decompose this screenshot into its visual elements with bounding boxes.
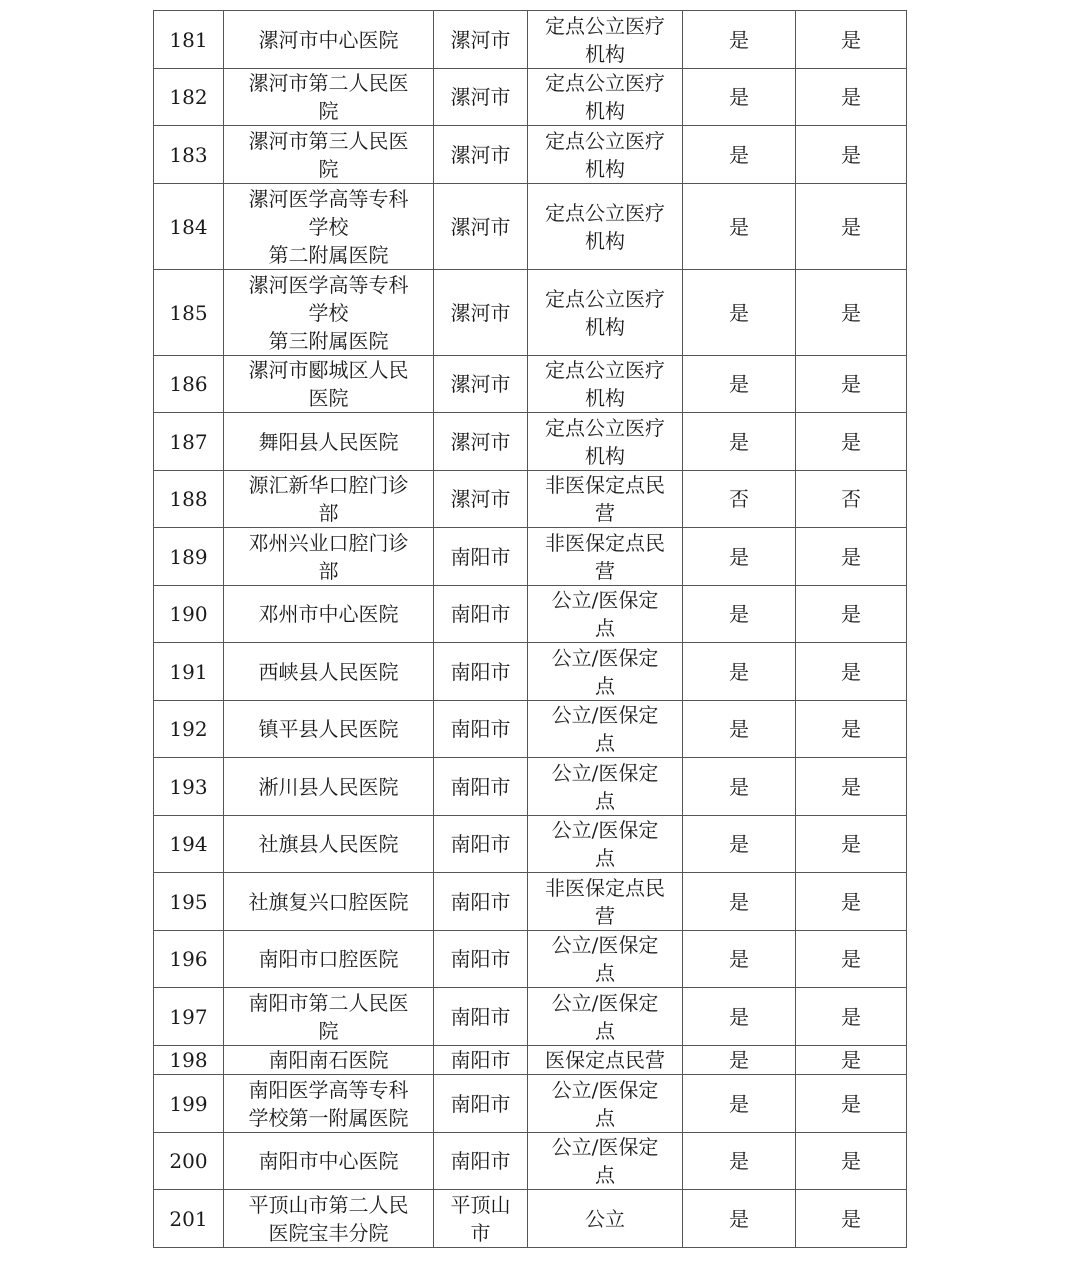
row-number-cell bbox=[154, 126, 224, 184]
institution-type-cell bbox=[528, 758, 683, 816]
hospital-name-cell bbox=[224, 11, 434, 69]
city-cell bbox=[434, 356, 528, 413]
table-row bbox=[154, 184, 907, 270]
city-cell bbox=[434, 69, 528, 126]
row-number: 190 bbox=[169, 602, 208, 626]
city-cell bbox=[434, 413, 528, 471]
status-cell-a-cell bbox=[683, 931, 796, 988]
table-row bbox=[154, 816, 907, 873]
institution-type: 公立/医保定 点 bbox=[551, 645, 659, 698]
status-cell-a: 是 bbox=[729, 1004, 749, 1029]
city: 漯河市 bbox=[450, 142, 511, 167]
city-cell bbox=[434, 1046, 528, 1075]
city: 南阳市 bbox=[450, 889, 511, 914]
city: 漯河市 bbox=[450, 487, 511, 511]
status-cell-a: 是 bbox=[729, 27, 749, 52]
status-cell-b: 是 bbox=[841, 774, 861, 799]
row-number-cell bbox=[154, 471, 224, 528]
city: 漯河市 bbox=[450, 429, 511, 454]
table-row bbox=[154, 758, 907, 816]
city: 南阳市 bbox=[450, 602, 511, 626]
hospital-name: 漯河市郾城区人民 医院 bbox=[248, 358, 409, 410]
row-number: 183 bbox=[169, 142, 208, 167]
city-cell bbox=[434, 586, 528, 643]
status-cell-a-cell bbox=[683, 586, 796, 643]
status-cell-a: 是 bbox=[729, 429, 749, 454]
status-cell-a-cell bbox=[683, 356, 796, 413]
status-cell-b: 是 bbox=[841, 602, 861, 626]
row-number-cell bbox=[154, 701, 224, 758]
institution-type: 定点公立医疗 机构 bbox=[545, 128, 665, 181]
city: 南阳市 bbox=[450, 1091, 511, 1116]
status-cell-b: 是 bbox=[841, 1149, 861, 1173]
institution-type-cell bbox=[528, 873, 683, 931]
institution-type: 定点公立医疗 机构 bbox=[545, 286, 665, 339]
table-row bbox=[154, 413, 907, 471]
row-number: 194 bbox=[169, 832, 208, 856]
status-cell-b: 是 bbox=[841, 214, 861, 239]
row-number: 182 bbox=[169, 85, 208, 109]
row-number: 195 bbox=[169, 889, 208, 914]
hospital-name-cell bbox=[224, 69, 434, 126]
status-cell-b-cell bbox=[796, 1190, 907, 1248]
city: 南阳市 bbox=[450, 717, 511, 741]
row-number: 186 bbox=[169, 372, 208, 396]
city-cell bbox=[434, 1133, 528, 1190]
status-cell-a: 是 bbox=[729, 1091, 749, 1116]
status-cell-b: 是 bbox=[841, 142, 861, 167]
city-cell bbox=[434, 873, 528, 931]
hospital-table-body bbox=[154, 11, 907, 1248]
city-cell bbox=[434, 528, 528, 586]
hospital-name-cell bbox=[224, 931, 434, 988]
status-cell-a-cell bbox=[683, 873, 796, 931]
table-row bbox=[154, 270, 907, 356]
row-number: 181 bbox=[169, 27, 208, 52]
table-row bbox=[154, 69, 907, 126]
status-cell-b-cell bbox=[796, 69, 907, 126]
status-cell-b: 是 bbox=[841, 659, 861, 684]
institution-type-cell bbox=[528, 126, 683, 184]
institution-type-cell bbox=[528, 1133, 683, 1190]
city: 平顶山 市 bbox=[450, 1192, 511, 1245]
institution-type: 定点公立医疗 机构 bbox=[545, 71, 665, 123]
institution-type-cell bbox=[528, 356, 683, 413]
row-number-cell bbox=[154, 1075, 224, 1133]
table-row bbox=[154, 931, 907, 988]
city: 漯河市 bbox=[450, 85, 511, 109]
institution-type: 公立/医保定 点 bbox=[551, 1135, 659, 1187]
status-cell-b-cell bbox=[796, 11, 907, 69]
city: 漯河市 bbox=[450, 27, 511, 52]
hospital-name: 漯河市第三人民医 院 bbox=[248, 128, 409, 181]
status-cell-b-cell bbox=[796, 1075, 907, 1133]
institution-type-cell bbox=[528, 471, 683, 528]
row-number: 187 bbox=[169, 429, 208, 454]
row-number: 185 bbox=[169, 300, 208, 325]
hospital-name-cell bbox=[224, 471, 434, 528]
status-cell-a-cell bbox=[683, 413, 796, 471]
institution-type: 非医保定点民 营 bbox=[545, 530, 665, 583]
city-cell bbox=[434, 11, 528, 69]
row-number: 189 bbox=[169, 544, 208, 569]
status-cell-b: 是 bbox=[841, 1091, 861, 1116]
hospital-name-cell bbox=[224, 1190, 434, 1248]
row-number-cell bbox=[154, 11, 224, 69]
hospital-table bbox=[153, 10, 907, 1248]
status-cell-b-cell bbox=[796, 586, 907, 643]
status-cell-a-cell bbox=[683, 270, 796, 356]
status-cell-b: 是 bbox=[841, 1206, 861, 1231]
institution-type: 定点公立医疗 机构 bbox=[545, 358, 665, 410]
status-cell-b: 是 bbox=[841, 85, 861, 109]
institution-type-cell bbox=[528, 586, 683, 643]
institution-type-cell bbox=[528, 413, 683, 471]
status-cell-a: 是 bbox=[729, 372, 749, 396]
status-cell-b: 是 bbox=[841, 429, 861, 454]
institution-type: 公立/医保定 点 bbox=[551, 588, 659, 640]
row-number: 200 bbox=[169, 1149, 208, 1173]
status-cell-b-cell bbox=[796, 471, 907, 528]
city: 南阳市 bbox=[450, 832, 511, 856]
hospital-name: 南阳市中心医院 bbox=[258, 1149, 399, 1173]
hospital-name: 南阳医学高等专科 学校第一附属医院 bbox=[248, 1077, 409, 1130]
city-cell bbox=[434, 1075, 528, 1133]
row-number-cell bbox=[154, 1046, 224, 1075]
institution-type: 定点公立医疗 机构 bbox=[545, 415, 665, 468]
institution-type-cell bbox=[528, 184, 683, 270]
city-cell bbox=[434, 126, 528, 184]
institution-type-cell bbox=[528, 1075, 683, 1133]
status-cell-a: 是 bbox=[729, 1048, 749, 1072]
status-cell-b: 是 bbox=[841, 1004, 861, 1029]
institution-type: 公立/医保定 点 bbox=[551, 703, 659, 755]
table-row bbox=[154, 528, 907, 586]
row-number: 193 bbox=[169, 774, 208, 799]
hospital-name: 邓州市中心医院 bbox=[258, 602, 399, 626]
hospital-name: 邓州兴业口腔门诊 部 bbox=[248, 530, 409, 583]
status-cell-b: 是 bbox=[841, 947, 861, 971]
city: 南阳市 bbox=[450, 659, 511, 684]
status-cell-b: 是 bbox=[841, 832, 861, 856]
status-cell-a-cell bbox=[683, 184, 796, 270]
institution-type: 定点公立医疗 机构 bbox=[545, 200, 665, 253]
hospital-name: 漯河医学高等专科 学校 第二附属医院 bbox=[248, 186, 409, 267]
city-cell bbox=[434, 471, 528, 528]
institution-type: 公立/医保定 点 bbox=[551, 990, 659, 1043]
status-cell-b: 是 bbox=[841, 27, 861, 52]
status-cell-a-cell bbox=[683, 816, 796, 873]
hospital-name-cell bbox=[224, 701, 434, 758]
status-cell-b-cell bbox=[796, 816, 907, 873]
row-number-cell bbox=[154, 758, 224, 816]
hospital-name: 平顶山市第二人民 医院宝丰分院 bbox=[248, 1192, 409, 1245]
status-cell-b: 是 bbox=[841, 889, 861, 914]
city-cell bbox=[434, 643, 528, 701]
row-number: 198 bbox=[169, 1048, 208, 1072]
status-cell-a: 是 bbox=[729, 889, 749, 914]
status-cell-a-cell bbox=[683, 126, 796, 184]
city-cell bbox=[434, 816, 528, 873]
table-row bbox=[154, 1133, 907, 1190]
institution-type-cell bbox=[528, 816, 683, 873]
institution-type-cell bbox=[528, 1190, 683, 1248]
hospital-name: 淅川县人民医院 bbox=[258, 774, 399, 799]
city: 漯河市 bbox=[450, 300, 511, 325]
hospital-name-cell bbox=[224, 126, 434, 184]
institution-type: 公立/医保定 点 bbox=[551, 760, 659, 813]
city-cell bbox=[434, 988, 528, 1046]
institution-type-cell bbox=[528, 988, 683, 1046]
status-cell-a-cell bbox=[683, 1190, 796, 1248]
city-cell bbox=[434, 758, 528, 816]
status-cell-a: 是 bbox=[729, 214, 749, 239]
hospital-name: 漯河医学高等专科 学校 第三附属医院 bbox=[248, 272, 409, 353]
hospital-name-cell bbox=[224, 816, 434, 873]
status-cell-a-cell bbox=[683, 11, 796, 69]
status-cell-a: 是 bbox=[729, 1206, 749, 1231]
status-cell-b-cell bbox=[796, 873, 907, 931]
hospital-name-cell bbox=[224, 356, 434, 413]
table-row bbox=[154, 586, 907, 643]
row-number: 196 bbox=[169, 947, 208, 971]
status-cell-b: 是 bbox=[841, 372, 861, 396]
status-cell-a-cell bbox=[683, 643, 796, 701]
table-row bbox=[154, 701, 907, 758]
hospital-name-cell bbox=[224, 643, 434, 701]
institution-type: 公立/医保定 点 bbox=[551, 933, 659, 985]
table-row bbox=[154, 356, 907, 413]
institution-type: 非医保定点民 营 bbox=[545, 875, 665, 928]
status-cell-b-cell bbox=[796, 1046, 907, 1075]
row-number: 192 bbox=[169, 717, 208, 741]
hospital-name-cell bbox=[224, 1075, 434, 1133]
row-number-cell bbox=[154, 931, 224, 988]
status-cell-a-cell bbox=[683, 701, 796, 758]
row-number: 184 bbox=[169, 214, 208, 239]
row-number-cell bbox=[154, 528, 224, 586]
status-cell-b-cell bbox=[796, 701, 907, 758]
status-cell-a: 是 bbox=[729, 142, 749, 167]
status-cell-a: 是 bbox=[729, 947, 749, 971]
row-number-cell bbox=[154, 1190, 224, 1248]
status-cell-a: 是 bbox=[729, 774, 749, 799]
institution-type-cell bbox=[528, 931, 683, 988]
status-cell-a: 是 bbox=[729, 85, 749, 109]
status-cell-a-cell bbox=[683, 1075, 796, 1133]
table-row bbox=[154, 643, 907, 701]
city: 南阳市 bbox=[450, 1149, 511, 1173]
hospital-name-cell bbox=[224, 758, 434, 816]
row-number-cell bbox=[154, 586, 224, 643]
hospital-name-cell bbox=[224, 1133, 434, 1190]
city: 漯河市 bbox=[450, 214, 511, 239]
status-cell-a-cell bbox=[683, 1046, 796, 1075]
row-number: 199 bbox=[169, 1091, 208, 1116]
table-row bbox=[154, 1046, 907, 1075]
hospital-name-cell bbox=[224, 873, 434, 931]
row-number-cell bbox=[154, 413, 224, 471]
city: 南阳市 bbox=[450, 774, 511, 799]
hospital-name-cell bbox=[224, 528, 434, 586]
city: 南阳市 bbox=[450, 1004, 511, 1029]
row-number-cell bbox=[154, 184, 224, 270]
row-number: 191 bbox=[169, 659, 208, 684]
status-cell-a: 是 bbox=[729, 1149, 749, 1173]
table-row bbox=[154, 471, 907, 528]
status-cell-b: 是 bbox=[841, 1048, 861, 1072]
institution-type: 公立 bbox=[585, 1206, 625, 1231]
hospital-name: 源汇新华口腔门诊 部 bbox=[248, 473, 409, 525]
status-cell-a: 是 bbox=[729, 717, 749, 741]
institution-type: 非医保定点民 营 bbox=[545, 473, 665, 525]
hospital-name: 南阳市口腔医院 bbox=[258, 947, 399, 971]
status-cell-b-cell bbox=[796, 413, 907, 471]
row-number-cell bbox=[154, 69, 224, 126]
institution-type: 公立/医保定 点 bbox=[551, 1077, 659, 1130]
status-cell-b: 是 bbox=[841, 544, 861, 569]
institution-type-cell bbox=[528, 69, 683, 126]
city-cell bbox=[434, 701, 528, 758]
hospital-name: 漯河市中心医院 bbox=[258, 27, 399, 52]
status-cell-a: 否 bbox=[729, 487, 749, 511]
institution-type: 定点公立医疗 机构 bbox=[545, 13, 665, 66]
city: 南阳市 bbox=[450, 544, 511, 569]
city-cell bbox=[434, 1190, 528, 1248]
hospital-name-cell bbox=[224, 184, 434, 270]
hospital-name-cell bbox=[224, 586, 434, 643]
table-row bbox=[154, 1075, 907, 1133]
city: 漯河市 bbox=[450, 372, 511, 396]
hospital-name: 南阳市第二人民医 院 bbox=[248, 990, 409, 1043]
row-number-cell bbox=[154, 873, 224, 931]
status-cell-b: 否 bbox=[841, 487, 861, 511]
hospital-name: 南阳南石医院 bbox=[268, 1048, 389, 1072]
status-cell-b-cell bbox=[796, 758, 907, 816]
table-row bbox=[154, 988, 907, 1046]
status-cell-a: 是 bbox=[729, 602, 749, 626]
institution-type-cell bbox=[528, 270, 683, 356]
institution-type-cell bbox=[528, 701, 683, 758]
status-cell-b-cell bbox=[796, 643, 907, 701]
row-number: 201 bbox=[169, 1206, 208, 1231]
hospital-name-cell bbox=[224, 413, 434, 471]
city: 南阳市 bbox=[450, 1048, 511, 1072]
row-number-cell bbox=[154, 643, 224, 701]
hospital-name-cell bbox=[224, 270, 434, 356]
status-cell-a-cell bbox=[683, 69, 796, 126]
status-cell-a: 是 bbox=[729, 544, 749, 569]
table-row bbox=[154, 1190, 907, 1248]
table-row bbox=[154, 126, 907, 184]
table-row bbox=[154, 873, 907, 931]
city-cell bbox=[434, 270, 528, 356]
status-cell-a-cell bbox=[683, 988, 796, 1046]
status-cell-b-cell bbox=[796, 988, 907, 1046]
institution-type: 医保定点民营 bbox=[545, 1048, 665, 1072]
hospital-name: 漯河市第二人民医 院 bbox=[248, 71, 409, 123]
row-number-cell bbox=[154, 816, 224, 873]
hospital-name-cell bbox=[224, 988, 434, 1046]
status-cell-a-cell bbox=[683, 528, 796, 586]
status-cell-b-cell bbox=[796, 356, 907, 413]
status-cell-b-cell bbox=[796, 1133, 907, 1190]
status-cell-a-cell bbox=[683, 471, 796, 528]
status-cell-b-cell bbox=[796, 126, 907, 184]
row-number-cell bbox=[154, 270, 224, 356]
institution-type-cell bbox=[528, 528, 683, 586]
city: 南阳市 bbox=[450, 947, 511, 971]
city-cell bbox=[434, 931, 528, 988]
institution-type-cell bbox=[528, 11, 683, 69]
institution-type-cell bbox=[528, 643, 683, 701]
hospital-name: 镇平县人民医院 bbox=[258, 717, 399, 741]
status-cell-a: 是 bbox=[729, 659, 749, 684]
hospital-name: 社旗县人民医院 bbox=[258, 832, 399, 856]
hospital-name: 西峡县人民医院 bbox=[258, 659, 399, 684]
status-cell-b-cell bbox=[796, 528, 907, 586]
status-cell-b-cell bbox=[796, 270, 907, 356]
status-cell-b: 是 bbox=[841, 300, 861, 325]
status-cell-b: 是 bbox=[841, 717, 861, 741]
hospital-name-cell bbox=[224, 1046, 434, 1075]
status-cell-a: 是 bbox=[729, 300, 749, 325]
status-cell-b-cell bbox=[796, 184, 907, 270]
institution-type: 公立/医保定 点 bbox=[551, 818, 659, 870]
row-number: 197 bbox=[169, 1004, 208, 1029]
city-cell bbox=[434, 184, 528, 270]
status-cell-a-cell bbox=[683, 1133, 796, 1190]
table-row bbox=[154, 11, 907, 69]
hospital-name: 舞阳县人民医院 bbox=[258, 429, 399, 454]
row-number: 188 bbox=[169, 487, 208, 511]
hospital-name: 社旗复兴口腔医院 bbox=[248, 889, 409, 914]
status-cell-b-cell bbox=[796, 931, 907, 988]
row-number-cell bbox=[154, 1133, 224, 1190]
row-number-cell bbox=[154, 988, 224, 1046]
status-cell-a: 是 bbox=[729, 832, 749, 856]
status-cell-a-cell bbox=[683, 758, 796, 816]
row-number-cell bbox=[154, 356, 224, 413]
institution-type-cell bbox=[528, 1046, 683, 1075]
